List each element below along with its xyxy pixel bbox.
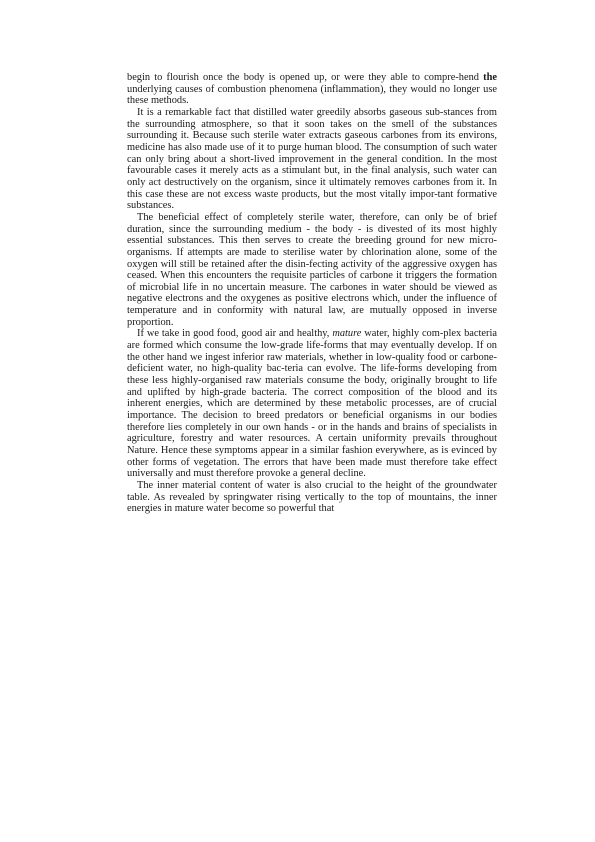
paragraph-2 xyxy=(127,107,497,212)
paragraph-4-emphasis: mature xyxy=(332,328,362,340)
body-text xyxy=(127,72,497,515)
paragraph-5-text: The inner material content of water is also crucial to the height of the groundwater table. As revealed by springwater rising vertically to the top of mountains, the inner energies in mature water become so powerful that xyxy=(127,479,497,515)
paragraph-1-text-end: underlying causes of combustion phenomena (inflammation), they would no longer use these methods. xyxy=(127,83,497,107)
paragraph-5 xyxy=(127,480,497,515)
paragraph-3-text: The beneficial effect of completely sterile water, therefore, can only be of brief duration, since the surrounding medium - the body - is divested of its most highly essential substances. This then serves to create the breeding ground for new micro-organisms. If attempts are made to sterilise water by chlorination alone, some of the oxygen will still be retained after the disin-fecting activity of the aggressive oxygen has ceased. When this encounters the requisite particles of carbone it triggers the formation of microbial life in no uncertain measure. The carbones in water should be viewed as negative electrons and the oxygenes as positive electrons which, under the influence of temperature and in conformity with natural law, are mutually opposed in inverse proportion. xyxy=(127,211,497,328)
paragraph-4 xyxy=(127,328,497,480)
paragraph-1-emphasis: the xyxy=(483,72,497,83)
paragraph-4-text-start: If we take in good food, good air and healthy, xyxy=(137,328,333,340)
paragraph-4-text-end: water, highly com-plex bacteria are formed which consume the low-grade life-forms that may eventually develop. If on the other hand we ingest inferior raw materials, whether in low-quality food or carbone-deficient water, no high-quality bac-teria can evolve. The life-forms developing from these less highly-organised raw materials consume the body, originally brought to life and uplifted by high-grade bacteria. The correct composition of the blood and its inherent energies, which are determined by these metabolic processes, are of crucial importance. The decision to breed predators or beneficial organisms in our bodies therefore lies completely in our own hands - or in the hands and brains of specialists in agriculture, forestry and water resources. A certain uniformity prevails throughout Nature. Hence these symptoms appear in a similar fashion everywhere, as is evinced by other forms of vegetation. The errors that have been made must therefore take effect universally and must therefore provoke a general decline. xyxy=(127,328,497,480)
paragraph-2-text: It is a remarkable fact that distilled water greedily absorbs gaseous sub-stances from the surrounding atmosphere, so that it soon takes on the smell of the substances surrounding it. Because such sterile water extracts gaseous carbones from its environs, medicine has also made use of it to purge human blood. The consumption of such water can only bring about a short-lived improvement in the general condition. In the most favourable cases it merely acts as a stimulant but, in the final analysis, such water can only act destructively on the organism, since it ultimately removes carbones from it. In this case these are not excess waste products, but the most vitally impor-tant formative substances. xyxy=(127,106,497,212)
paragraph-1 xyxy=(127,72,497,107)
paragraph-1-text-start: begin to flourish once the body is opened up, or were they able to compre-hend xyxy=(127,72,484,83)
paragraph-3 xyxy=(127,212,497,329)
